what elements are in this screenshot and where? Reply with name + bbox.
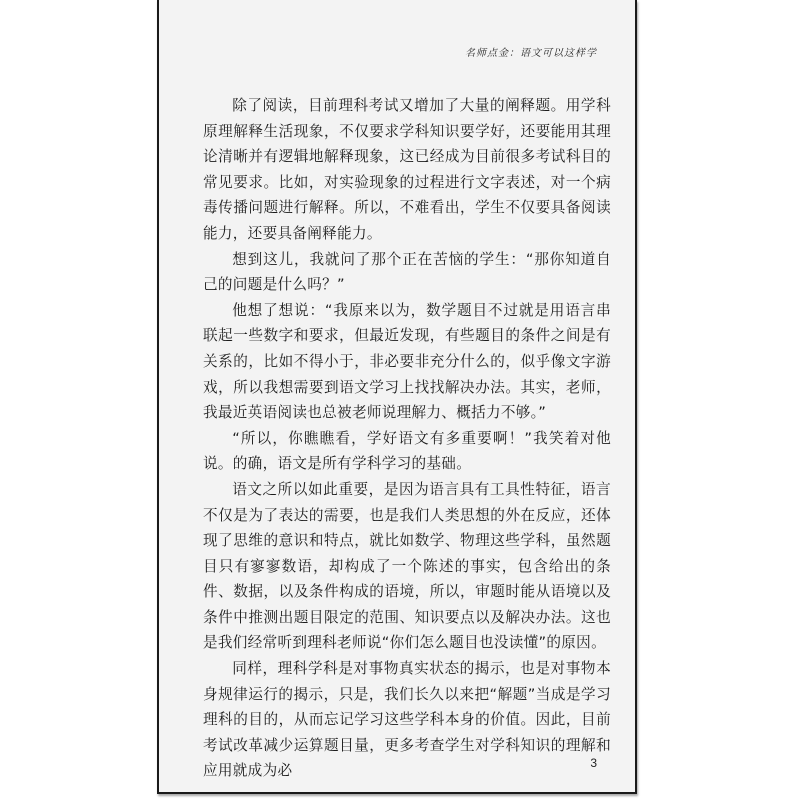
paragraph: 除了阅读，目前理科考试又增加了大量的阐释题。用学科原理解释生活现象，不仅要求学科知识要学好，还要能用其理论清晰并有逻辑地解释现象，这已经成为目前很多考试科目的常见要求。比如，对实验现象的过程进行文字表述，对一个病毒传播问题进行解释。所以，不难看出，学生不仅要具备阅读能力，还要具备阐释能力。 [203,97,611,242]
paragraph: 同样，理科学科是对事物真实状态的揭示，也是对事物本身规律运行的揭示，只是，我们长久以来把“解题”当成是学习理科的目的，从而忘记学习这些学科本身的价值。因此，目前考试改革减少运算题目量，更多考查学生对学科知识的理解和应用就成为必 [203,660,611,780]
book-page [157,0,637,794]
paragraph: 他想了想说：“我原来以为，数学题目不过就是用语言串联起一些数字和要求，但最近发现，有些题目的条件之间是有关系的，比如不得小于，非必要非充分什么的，似乎像文字游戏，所以我想需要到语文学习上找找解决办法。其实，老师，我最近英语阅读也总被老师说理解力、概括力不够。” [203,301,611,422]
page-number: 3 [590,756,597,770]
body-text [203,93,611,784]
paragraph: 想到这儿，我就问了那个正在苦恼的学生：“那你知道自己的问题是什么吗？” [203,250,611,294]
paragraph: 语文之所以如此重要，是因为语言具有工具性特征，语言不仅是为了表达的需要，也是我们人类思想的外在反应，还体现了思维的意识和特点，就比如数学、物理这些学科，虽然题目只有寥寥数语，却构成了一个陈述的事实，包含给出的条件、数据，以及条件构成的语境，所以，审题时能从语境以及条件中推测出题目限定的范围、知识要点以及解决办法。这也是我们经常听到理科老师说“你们怎么题目也没读懂”的原因。 [203,480,611,652]
running-head: 名师点金：语文可以这样学 [465,48,597,59]
paragraph: “所以，你瞧瞧看，学好语文有多重要啊！”我笑着对他说。的确，语文是所有学科学习的基础。 [203,429,611,473]
